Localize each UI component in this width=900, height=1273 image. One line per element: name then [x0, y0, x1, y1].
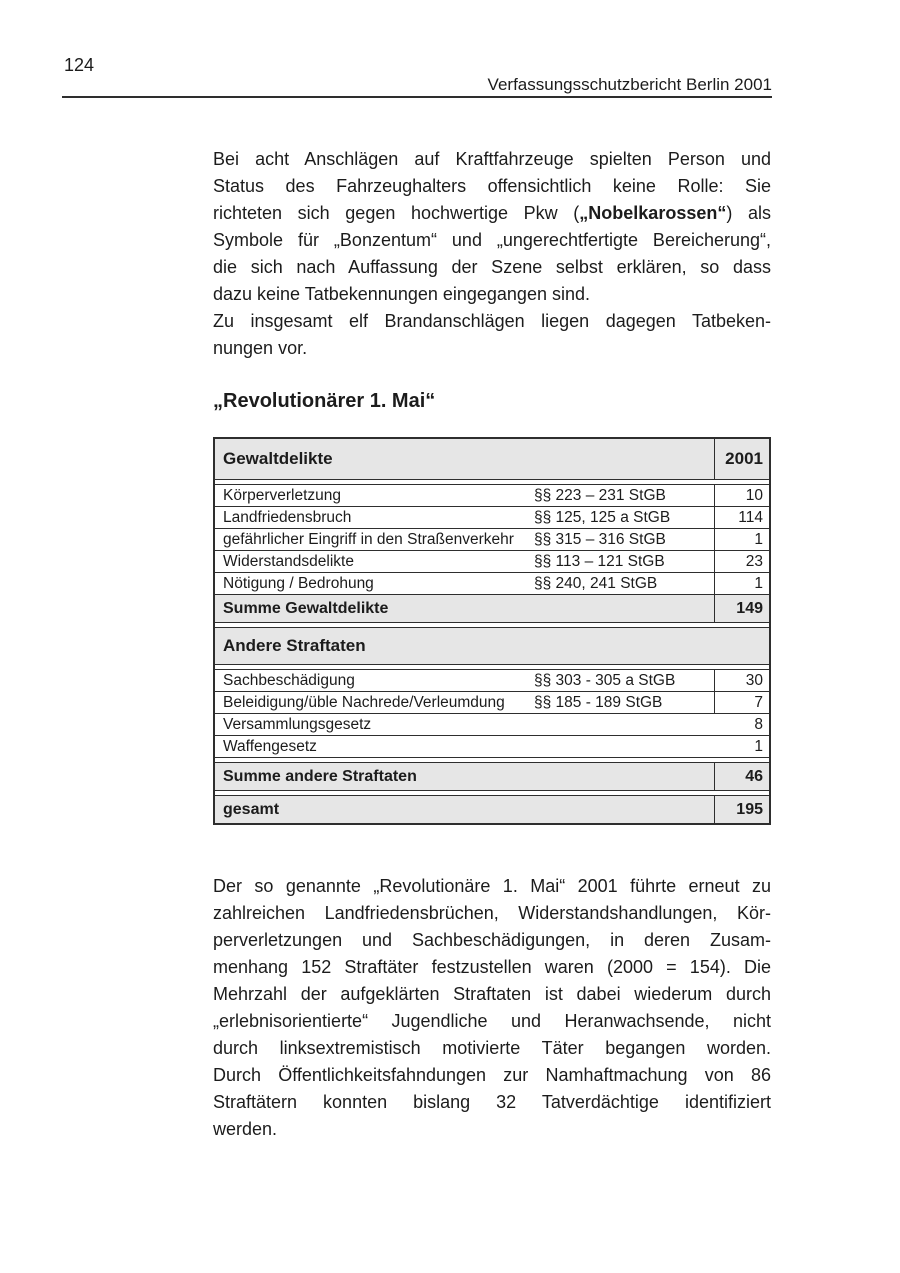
row-label: Summe Gewaltdelikte [223, 599, 389, 617]
row-value: 8 [754, 715, 763, 733]
row-law-reference: §§ 303 - 305 a StGB [534, 671, 676, 689]
section-heading: „Revolutionärer 1. Mai“ [213, 390, 436, 412]
row-law-reference: §§ 223 – 231 StGB [534, 486, 666, 504]
table-row-sum [215, 594, 769, 622]
row-label: Versammlungsgesetz [223, 715, 372, 733]
row-label: Waffengesetz [223, 737, 317, 755]
row-value: 195 [714, 796, 769, 823]
table-row-data [215, 528, 769, 550]
row-label: Gewaltdelikte [223, 449, 333, 468]
paragraph-line: dazu keine Tatbekennungen eingegangen sind. [213, 284, 590, 304]
paragraph-line: nungen vor. [213, 338, 308, 358]
table-row-data [215, 506, 769, 528]
paragraph [213, 873, 771, 1143]
paragraph-line: Symbole für „Bonzentum“ und „ungerechtfertigte Bereicherung“, [213, 230, 771, 250]
table-row-sum [215, 795, 769, 823]
table-row-sum [215, 762, 769, 790]
paragraph-line: menhang 152 Straftäter festzustellen waren (2000 = 154). Die [213, 957, 771, 977]
row-law-reference: §§ 125, 125 a StGB [534, 508, 671, 526]
row-value: 10 [714, 485, 769, 506]
page-content [213, 146, 771, 1143]
table-row-data [215, 691, 769, 713]
table-row-data [215, 669, 769, 691]
row-value: 2001 [714, 439, 769, 479]
crime-statistics-table [213, 437, 771, 825]
page-number: 124 [64, 55, 95, 75]
row-value: 7 [714, 692, 769, 713]
paragraph-line: werden. [213, 1119, 278, 1139]
paragraph-line: richteten sich gegen hochwertige Pkw („Nobelkarossen“) als [213, 203, 771, 223]
table-row-data [215, 484, 769, 506]
paragraph-line: Zu insgesamt elf Brandanschlägen liegen dagegen Tatbeken- [213, 311, 771, 331]
row-label: Landfriedensbruch [223, 508, 352, 526]
row-value: 149 [714, 595, 769, 622]
row-label: Beleidigung/üble Nachrede/Verleumdung [223, 693, 505, 711]
row-value: 1 [714, 529, 769, 550]
paragraph-line: durch linksextremistisch motivierte Täter begangen worden. [213, 1038, 771, 1058]
paragraph-line: Mehrzahl der aufgeklärten Straftaten ist dabei wiederum durch [213, 984, 771, 1004]
paragraph-line: Straftätern konnten bislang 32 Tatverdächtige identifiziert [213, 1092, 771, 1112]
paragraph-line: „erlebnisorientierte“ Jugendliche und Heranwachsende, nicht [213, 1011, 771, 1031]
table-row-data [215, 572, 769, 594]
row-label: gefährlicher Eingriff in den Straßenverkehr [223, 530, 514, 548]
running-title: Verfassungsschutzbericht Berlin 2001 [487, 75, 772, 94]
table-row-data [215, 713, 769, 735]
intro-paragraphs [213, 146, 771, 362]
paragraph-line: zahlreichen Landfriedensbrüchen, Widerstandshandlungen, Kör- [213, 903, 771, 923]
row-label: Nötigung / Bedrohung [223, 574, 374, 592]
paragraph-line: die sich nach Auffassung der Szene selbst erklären, so dass [213, 257, 771, 277]
closing-paragraphs [213, 873, 771, 1143]
row-value: 30 [714, 670, 769, 691]
paragraph-line: Der so genannte „Revolutionäre 1. Mai“ 2001 führte erneut zu [213, 876, 771, 896]
header-rule [62, 96, 772, 98]
row-label: Körperverletzung [223, 486, 342, 504]
row-label: gesamt [223, 800, 280, 818]
row-value: 1 [714, 573, 769, 594]
row-value: 114 [714, 507, 769, 528]
paragraph-line: Bei acht Anschlägen auf Kraftfahrzeuge spielten Person und [213, 149, 771, 169]
table-row-header [215, 439, 769, 479]
row-law-reference: §§ 315 – 316 StGB [534, 530, 666, 548]
row-label: Sachbeschädigung [223, 671, 355, 689]
row-law-reference: §§ 240, 241 StGB [534, 574, 658, 592]
paragraph [213, 146, 771, 308]
table-row-section [215, 627, 769, 664]
row-label: Andere Straftaten [223, 636, 366, 655]
row-label: Summe andere Straftaten [223, 767, 417, 785]
table-row-data [215, 735, 769, 757]
row-value: 1 [754, 737, 763, 755]
paragraph-line: Status des Fahrzeughalters offensichtlich keine Rolle: Sie [213, 176, 771, 196]
row-value: 46 [714, 763, 769, 790]
row-value: 23 [714, 551, 769, 572]
table-row-data [215, 550, 769, 572]
paragraph-line: perverletzungen und Sachbeschädigungen, in deren Zusam- [213, 930, 771, 950]
row-law-reference: §§ 113 – 121 StGB [534, 552, 665, 570]
paragraph [213, 308, 771, 362]
row-law-reference: §§ 185 - 189 StGB [534, 693, 663, 711]
row-label: Widerstandsdelikte [223, 552, 354, 570]
paragraph-line: Durch Öffentlichkeitsfahndungen zur Namhaftmachung von 86 [213, 1065, 771, 1085]
